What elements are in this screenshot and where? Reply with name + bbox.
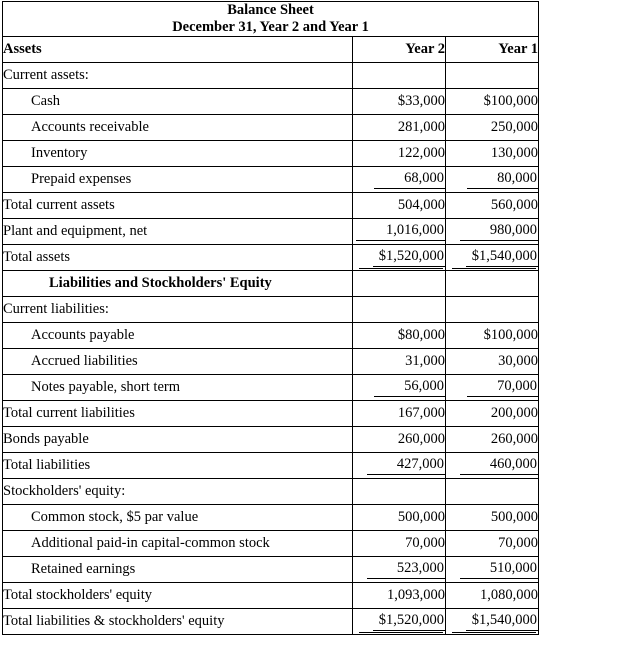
row-year1-value <box>446 479 539 505</box>
row-year1-value <box>446 63 539 89</box>
table-row <box>3 323 539 349</box>
statement-title-cell <box>3 2 539 37</box>
row-year1-value: 980,000 <box>446 219 539 245</box>
balance-sheet-table <box>2 1 539 635</box>
row-year2-value <box>353 479 446 505</box>
column-header-row <box>3 37 539 63</box>
row-year1-value: 130,000 <box>446 141 539 167</box>
row-label: Total assets <box>3 245 353 271</box>
statement-title: Balance Sheet <box>227 2 314 18</box>
year2-column-header: Year 2 <box>353 37 446 63</box>
section-header-year2-spacer <box>353 271 446 297</box>
table-row <box>3 583 539 609</box>
row-label: Accounts payable <box>3 323 353 349</box>
row-year2-value: 1,093,000 <box>353 583 446 609</box>
row-label: Total current assets <box>3 193 353 219</box>
row-label: Accounts receivable <box>3 115 353 141</box>
row-label: Bonds payable <box>3 427 353 453</box>
row-year1-value: 30,000 <box>446 349 539 375</box>
row-year2-value: 56,000 <box>353 375 446 401</box>
table-row <box>3 401 539 427</box>
balance-sheet-container <box>2 1 538 635</box>
row-year2-value: 281,000 <box>353 115 446 141</box>
row-label: Notes payable, short term <box>3 375 353 401</box>
table-row <box>3 531 539 557</box>
assets-column-header: Assets <box>3 37 353 63</box>
row-year2-value: 70,000 <box>353 531 446 557</box>
row-year2-value: 500,000 <box>353 505 446 531</box>
table-row <box>3 453 539 479</box>
table-row <box>3 479 539 505</box>
table-row <box>3 427 539 453</box>
row-label: Current assets: <box>3 63 353 89</box>
row-label: Total current liabilities <box>3 401 353 427</box>
row-year2-value <box>353 63 446 89</box>
row-label: Additional paid-in capital-common stock <box>3 531 353 557</box>
row-year2-value: $80,000 <box>353 323 446 349</box>
row-year2-value: $1,520,000 <box>353 245 446 271</box>
table-row <box>3 245 539 271</box>
row-label: Total liabilities & stockholders' equity <box>3 609 353 635</box>
liabilities-equity-section-header: Liabilities and Stockholders' Equity <box>3 271 353 297</box>
table-row <box>3 609 539 635</box>
row-year2-value: 167,000 <box>353 401 446 427</box>
row-year2-value: 523,000 <box>353 557 446 583</box>
row-year1-value: 500,000 <box>446 505 539 531</box>
table-row <box>3 115 539 141</box>
table-row <box>3 219 539 245</box>
row-year2-value <box>353 297 446 323</box>
row-year1-value: 70,000 <box>446 531 539 557</box>
table-row <box>3 193 539 219</box>
row-year1-value: 560,000 <box>446 193 539 219</box>
row-label: Cash <box>3 89 353 115</box>
table-row <box>3 297 539 323</box>
table-row <box>3 89 539 115</box>
row-year1-value: 250,000 <box>446 115 539 141</box>
row-year1-value: $100,000 <box>446 323 539 349</box>
row-year1-value: 260,000 <box>446 427 539 453</box>
table-row <box>3 141 539 167</box>
row-label: Total stockholders' equity <box>3 583 353 609</box>
row-year2-value: $33,000 <box>353 89 446 115</box>
row-year2-value: 122,000 <box>353 141 446 167</box>
row-label: Current liabilities: <box>3 297 353 323</box>
row-year1-value: 1,080,000 <box>446 583 539 609</box>
row-year2-value: 427,000 <box>353 453 446 479</box>
row-year2-value: $1,520,000 <box>353 609 446 635</box>
row-year1-value: $1,540,000 <box>446 245 539 271</box>
row-label: Total liabilities <box>3 453 353 479</box>
row-label: Stockholders' equity: <box>3 479 353 505</box>
table-row <box>3 505 539 531</box>
row-year1-value: 510,000 <box>446 557 539 583</box>
table-row <box>3 375 539 401</box>
row-year2-value: 504,000 <box>353 193 446 219</box>
section-header-row <box>3 271 539 297</box>
row-label: Plant and equipment, net <box>3 219 353 245</box>
row-label: Inventory <box>3 141 353 167</box>
row-label: Prepaid expenses <box>3 167 353 193</box>
row-year1-value: $100,000 <box>446 89 539 115</box>
row-year2-value: 260,000 <box>353 427 446 453</box>
row-year1-value: 460,000 <box>446 453 539 479</box>
table-row <box>3 167 539 193</box>
row-label: Retained earnings <box>3 557 353 583</box>
row-year2-value: 68,000 <box>353 167 446 193</box>
row-year2-value: 31,000 <box>353 349 446 375</box>
section-header-year1-spacer <box>446 271 539 297</box>
row-year2-value: 1,016,000 <box>353 219 446 245</box>
title-row <box>3 2 539 37</box>
row-label: Common stock, $5 par value <box>3 505 353 531</box>
statement-subtitle: December 31, Year 2 and Year 1 <box>172 19 369 35</box>
row-year1-value: $1,540,000 <box>446 609 539 635</box>
row-year1-value <box>446 297 539 323</box>
row-label: Accrued liabilities <box>3 349 353 375</box>
row-year1-value: 70,000 <box>446 375 539 401</box>
table-row <box>3 557 539 583</box>
table-row <box>3 349 539 375</box>
year1-column-header: Year 1 <box>446 37 539 63</box>
table-row <box>3 63 539 89</box>
row-year1-value: 200,000 <box>446 401 539 427</box>
row-year1-value: 80,000 <box>446 167 539 193</box>
